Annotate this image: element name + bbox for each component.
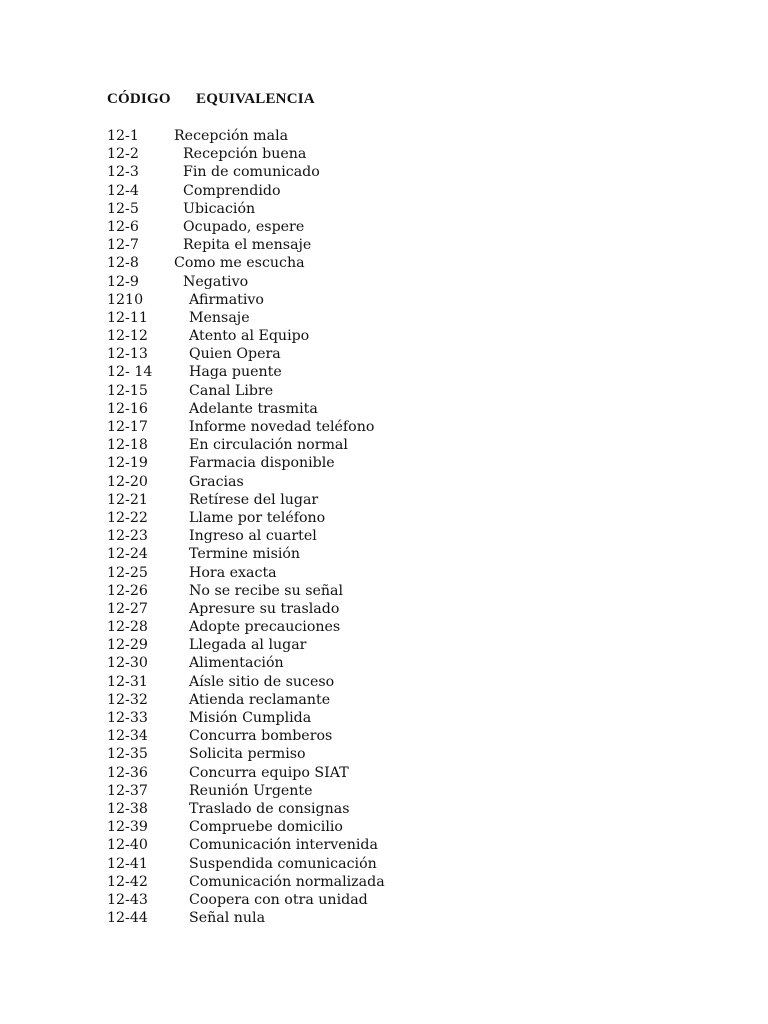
equivalence-value: Recepción mala (174, 128, 289, 144)
list-item (107, 418, 707, 436)
equivalence-value: Atienda reclamante (189, 691, 331, 708)
equivalence-value: Atento al Equipo (189, 328, 310, 345)
list-item (107, 145, 707, 163)
code-value: 12-11 (107, 309, 148, 326)
equivalence-value: Alimentación (189, 655, 284, 672)
code-value: 12-38 (107, 800, 148, 817)
equivalence-value: Fin de comunicado (183, 164, 320, 181)
equivalence-value: Negativo (183, 273, 249, 290)
equivalence-value: Apresure su traslado (189, 600, 340, 617)
code-value: 12-26 (107, 582, 148, 599)
equivalence-value: Gracias (189, 473, 244, 490)
list-item (107, 345, 707, 363)
equivalence-value: Concurra equipo SIAT (189, 764, 349, 781)
list-item (107, 400, 707, 418)
list-item (107, 182, 707, 200)
list-item (107, 582, 707, 600)
equivalence-value: Coopera con otra unidad (189, 891, 368, 908)
list-item (107, 727, 707, 745)
code-value: 12-23 (107, 528, 148, 545)
list-item (107, 509, 707, 527)
equivalence-value: Quien Opera (189, 346, 281, 363)
code-value: 12-31 (107, 673, 148, 690)
code-value: 12-37 (107, 782, 148, 799)
list-item (107, 600, 707, 618)
code-value: 12-33 (107, 710, 148, 726)
equivalence-value: Termine misión (189, 546, 301, 563)
list-item (107, 309, 707, 327)
equivalence-value: Afirmativo (189, 291, 264, 308)
code-value: 12-41 (107, 855, 148, 872)
code-value: 12-9 (107, 273, 139, 290)
code-value: 1210 (107, 291, 144, 308)
list-item (107, 654, 707, 672)
code-value: 12-35 (107, 746, 148, 763)
equivalence-value: Misión Cumplida (189, 710, 312, 726)
equivalence-value: Señal nula (189, 910, 266, 927)
code-value: 12-24 (107, 546, 148, 563)
code-value: 12-4 (107, 182, 139, 199)
list-item (107, 691, 707, 709)
equivalence-value: Concurra bomberos (189, 728, 333, 745)
equivalence-value: No se recibe su señal (189, 582, 344, 599)
list-item (107, 218, 707, 236)
list-item (107, 800, 707, 818)
code-value: 12-18 (107, 437, 148, 454)
code-value: 12-17 (107, 419, 148, 435)
equivalence-value: Solicita permiso (189, 746, 306, 763)
equivalence-value: Retírese del lugar (189, 491, 319, 508)
code-list (107, 127, 707, 927)
equivalence-value: Adelante trasmita (189, 400, 318, 417)
equivalence-value: Suspendida comunicación (189, 855, 377, 872)
equivalence-value: Hora exacta (189, 564, 277, 581)
code-value: 12-32 (107, 691, 148, 708)
equivalence-value: Aísle sitio de suceso (189, 673, 335, 690)
equivalence-value: Comprendido (183, 182, 281, 199)
equivalence-value: Como me escucha (174, 255, 305, 272)
list-item (107, 436, 707, 454)
code-value: 12-2 (107, 146, 139, 163)
code-value: 12-22 (107, 509, 148, 526)
code-value: 12-44 (107, 910, 148, 927)
code-value: 12-13 (107, 346, 148, 363)
list-item (107, 564, 707, 582)
code-value: 12-28 (107, 619, 148, 636)
code-value: 12-39 (107, 819, 148, 836)
code-value: 12-5 (107, 200, 139, 217)
code-value: 12- 14 (107, 364, 153, 381)
list-item (107, 836, 707, 854)
list-item (107, 673, 707, 691)
list-item (107, 363, 707, 381)
equivalence-value: Mensaje (189, 309, 250, 326)
code-value: 12-43 (107, 891, 148, 908)
code-value: 12-40 (107, 837, 148, 854)
equivalence-value: Comunicación normalizada (189, 873, 385, 890)
list-item (107, 545, 707, 563)
list-item (107, 636, 707, 654)
list-item (107, 127, 707, 145)
code-value: 12-7 (107, 237, 139, 254)
code-value: 12-42 (107, 873, 148, 890)
list-item (107, 745, 707, 763)
list-item (107, 891, 707, 909)
code-value: 12-3 (107, 164, 139, 181)
equivalence-column-header: EQUIVALENCIA (196, 91, 315, 107)
list-item (107, 618, 707, 636)
equivalence-value: Comunicación intervenida (189, 837, 378, 854)
equivalence-value: Ocupado, espere (183, 218, 305, 235)
equivalence-value: Traslado de consignas (189, 800, 350, 817)
list-item (107, 473, 707, 491)
list-item (107, 200, 707, 218)
code-value: 12-20 (107, 473, 148, 490)
code-value: 12-15 (107, 382, 148, 399)
list-item (107, 254, 707, 272)
equivalence-value: Repita el mensaje (183, 237, 312, 254)
code-value: 12-30 (107, 655, 148, 672)
list-item (107, 527, 707, 545)
list-item (107, 491, 707, 509)
equivalence-value: Canal Libre (189, 382, 274, 399)
code-value: 12-36 (107, 764, 148, 781)
equivalence-value: Llegada al lugar (189, 637, 307, 654)
list-item (107, 855, 707, 873)
code-value: 12-16 (107, 400, 148, 417)
equivalence-value: Informe novedad teléfono (189, 419, 375, 435)
equivalence-value: Farmacia disponible (189, 455, 335, 472)
code-value: 12-6 (107, 218, 139, 235)
list-item (107, 273, 707, 291)
list-item (107, 782, 707, 800)
equivalence-value: Ingreso al cuartel (189, 528, 317, 545)
list-item (107, 236, 707, 254)
equivalence-value: Adopte precauciones (189, 619, 341, 636)
list-item (107, 764, 707, 782)
equivalence-value: En circulación normal (189, 437, 348, 454)
equivalence-value: Llame por teléfono (189, 509, 326, 526)
list-item (107, 909, 707, 927)
list-item (107, 873, 707, 891)
list-item (107, 163, 707, 181)
code-value: 12-8 (107, 255, 139, 272)
code-value: 12-19 (107, 455, 148, 472)
equivalence-value: Haga puente (189, 364, 282, 381)
code-value: 12-29 (107, 637, 148, 654)
list-item (107, 291, 707, 309)
code-value: 12-27 (107, 600, 148, 617)
code-column-header: CÓDIGO (107, 91, 171, 107)
equivalence-value: Recepción buena (183, 146, 307, 163)
code-value: 12-21 (107, 491, 148, 508)
code-value: 12-25 (107, 564, 148, 581)
list-item (107, 454, 707, 472)
list-item (107, 382, 707, 400)
equivalence-value: Ubicación (183, 200, 256, 217)
list-item (107, 818, 707, 836)
code-value: 12-34 (107, 728, 148, 745)
code-value: 12-12 (107, 328, 148, 345)
code-value: 12-1 (107, 128, 139, 144)
equivalence-value: Compruebe domicilio (189, 819, 343, 836)
list-item (107, 709, 707, 727)
list-item (107, 327, 707, 345)
equivalence-value: Reunión Urgente (189, 782, 313, 799)
